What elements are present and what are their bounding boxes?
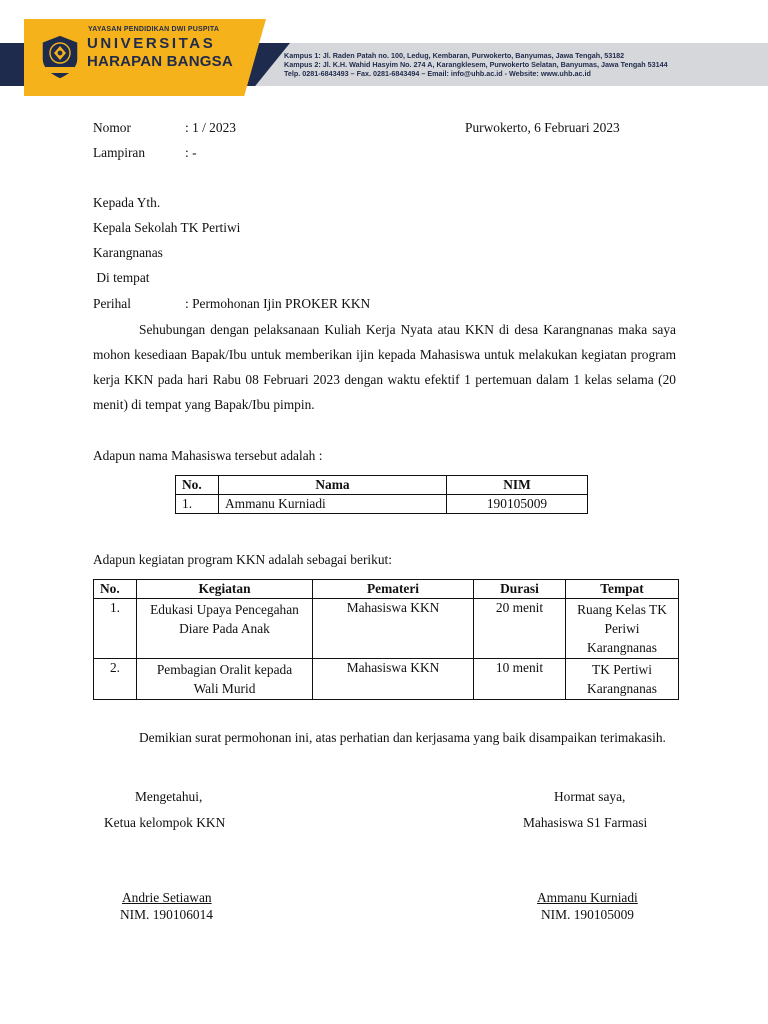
body-text: Sehubungan dengan pelaksanaan Kuliah Kerja Nyata atau KKN di desa Karangnanas maka saya mohon kesediaan Bapak/Ibu untuk memberikan ijin kepada Mahasiswa untuk melakukan kegiatan program kerja KKN pada hari Rabu 08 Februari 2023 dengan waktu efektif 1 pertemuan dalam 1 kelas selama (20 menit) di tempat yang Bapak/Ibu pimpin. <box>93 322 676 412</box>
students-header-row <box>176 476 588 495</box>
sign-left-nim: NIM. 190106014 <box>120 907 213 922</box>
campus-1-address: Kampus 1: Jl. Raden Patah no. 100, Ledug, Kembaran, Purwokerto, Banyumas, Jawa Tengah, 53182 <box>284 51 625 60</box>
table-row <box>176 495 588 514</box>
sign-right-role: Mahasiswa S1 Farmasi <box>523 815 648 830</box>
table-row <box>94 659 679 700</box>
body-paragraph <box>93 317 676 417</box>
salutation: Kepada Yth. <box>93 195 161 210</box>
students-intro: Adapun nama Mahasiswa tersebut adalah : <box>93 448 323 463</box>
closing-paragraph <box>93 725 676 750</box>
university-logo <box>37 33 83 81</box>
students-header-no: No. <box>176 476 219 495</box>
sign-left-name: Andrie Setiawan <box>122 890 212 905</box>
activities-header-kegiatan: Kegiatan <box>137 580 313 599</box>
activity-no: 1. <box>94 599 137 659</box>
activity-no: 2. <box>94 659 137 700</box>
di-tempat: Di tempat <box>93 270 150 285</box>
students-header-name: Nama <box>219 476 447 495</box>
sign-right-nim: NIM. 190105009 <box>541 907 634 922</box>
activity-tempat: Ruang Kelas TK Periwi Karangnanas <box>566 599 679 659</box>
activity-pemateri: Mahasiswa KKN <box>313 599 474 659</box>
sign-right-top: Hormat saya, <box>554 789 626 804</box>
university-name-line2: HARAPAN BANGSA <box>87 53 233 70</box>
nomor-label: Nomor <box>93 120 131 135</box>
activity-pemateri: Mahasiswa KKN <box>313 659 474 700</box>
university-name-line1: UNIVERSITAS <box>87 35 216 52</box>
students-header-nim: NIM <box>447 476 588 495</box>
table-row <box>94 599 679 659</box>
lampiran-label: Lampiran <box>93 145 146 160</box>
activities-header-tempat: Tempat <box>566 580 679 599</box>
activities-header-row <box>94 580 679 599</box>
foundation-name: YAYASAN PENDIDIKAN DWI PUSPITA <box>88 26 220 33</box>
perihal-label: Perihal <box>93 296 131 311</box>
closing-text: Demikian surat permohonan ini, atas perhatian dan kerjasama yang baik disampaikan terimakasih. <box>139 730 666 745</box>
sign-left-role: Ketua kelompok KKN <box>104 815 226 830</box>
activities-header-durasi: Durasi <box>474 580 566 599</box>
student-no: 1. <box>176 495 219 514</box>
sign-left-top: Mengetahui, <box>135 789 203 804</box>
place-date: Purwokerto, 6 Februari 2023 <box>465 120 620 135</box>
sign-right-name: Ammanu Kurniadi <box>537 890 638 905</box>
activities-header-pemateri: Pemateri <box>313 580 474 599</box>
activity-durasi: 20 menit <box>474 599 566 659</box>
recipient: Kepala Sekolah TK Pertiwi <box>93 220 241 235</box>
activity-tempat: TK Pertiwi Karangnanas <box>566 659 679 700</box>
recipient-village: Karangnanas <box>93 245 163 260</box>
campus-2-address: Kampus 2: Jl. K.H. Wahid Hasyim No. 274 A, Karangklesem, Purwokerto Selatan, Banyumas, Jawa Tengah 53144 <box>284 60 668 69</box>
activities-intro: Adapun kegiatan program KKN adalah sebagai berikut: <box>93 552 392 567</box>
perihal-value: : Permohonan Ijin PROKER KKN <box>185 296 371 311</box>
activities-table <box>93 579 679 700</box>
activity-durasi: 10 menit <box>474 659 566 700</box>
student-nim: 190105009 <box>447 495 588 514</box>
activity-kegiatan: Pembagian Oralit kepada Wali Murid <box>137 659 313 700</box>
students-table <box>175 475 588 514</box>
lampiran-value: : - <box>185 145 197 160</box>
activities-header-no: No. <box>94 580 137 599</box>
activity-kegiatan: Edukasi Upaya Pencegahan Diare Pada Anak <box>137 599 313 659</box>
nomor-value: : 1 / 2023 <box>185 120 236 135</box>
student-name: Ammanu Kurniadi <box>219 495 447 514</box>
contact-info: Telp. 0281-6843493 – Fax. 0281-6843494 – Email: info@uhb.ac.id - Website: www.uhb.ac.id <box>284 69 591 78</box>
